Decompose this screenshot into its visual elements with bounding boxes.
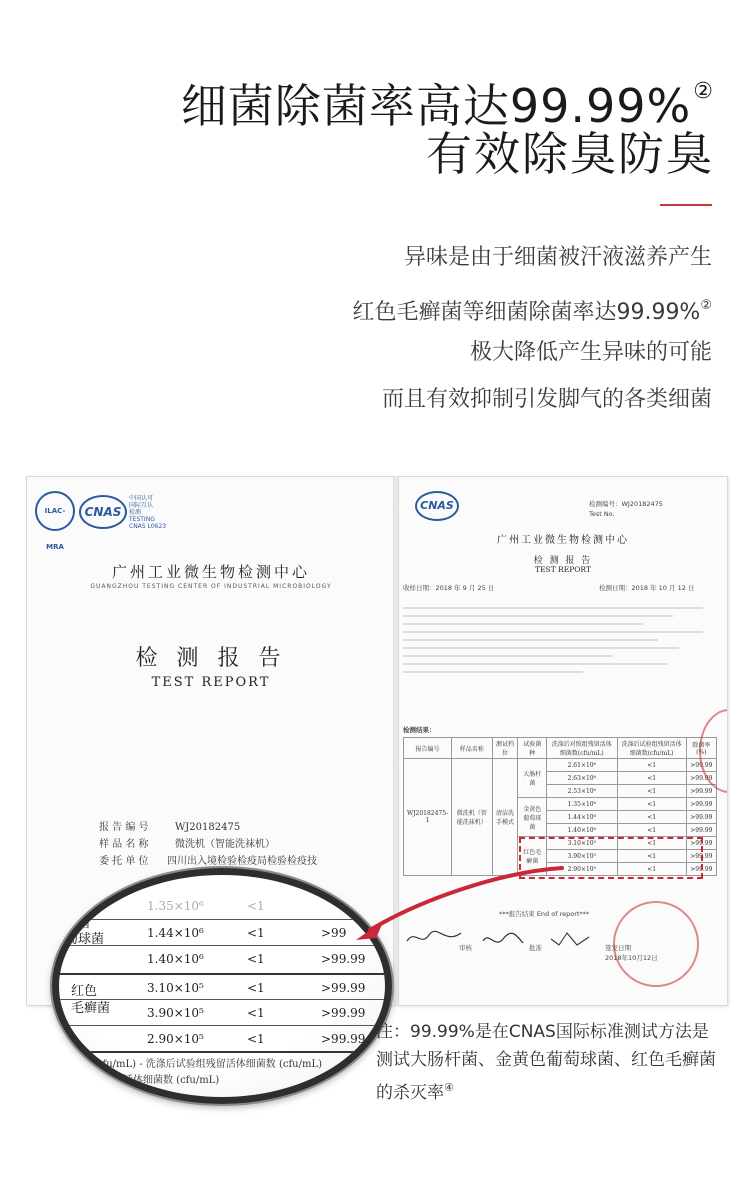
lab-name-cn: 广州工业微生物检测中心 [497, 535, 629, 546]
report-title-en: TEST REPORT [151, 675, 271, 690]
body-copy-line-4: 而且有效抑制引发脚气的各类细菌 [381, 387, 712, 412]
table-cell: 1.35×10⁶ [547, 798, 617, 811]
headline-line-2: 有效除臭防臭 [426, 127, 714, 181]
column-header: 洗涤后试验组残留活体细菌数(cfu/mL) [617, 738, 686, 759]
magnified-rule [59, 1051, 385, 1053]
report-title-en: TEST REPORT [535, 565, 591, 574]
footnote-text: 注：99.99%是在CNAS国际标准测试方法是测试大肠杆菌、金黄色葡萄球菌、红色毛癣菌的杀灭率④ [376, 1022, 716, 1103]
ilac-logo: ILAC-MRA [35, 491, 75, 531]
table-cell: <1 [617, 785, 686, 798]
table-header-row [404, 738, 717, 759]
table-cell: >99.99 [686, 772, 716, 785]
column-header: 样品名称 [452, 738, 493, 759]
magnified-organism-label: 菌 [77, 916, 91, 931]
magnified-footer: (cfu/mL) - 洗涤后试验组残留活体细菌数 (cfu/mL) [93, 1059, 322, 1070]
sign-date: 2018年10月12日 [605, 954, 658, 962]
report-field: 报 告 编 号 WJ20182475 [99, 822, 241, 833]
accent-divider [660, 204, 712, 206]
table-cell: >99.99 [686, 863, 716, 876]
report-field-list [99, 819, 317, 870]
table-cell: 2.61×10⁶ [547, 759, 617, 772]
column-header: 试验菌种 [518, 738, 547, 759]
magnified-organism-label: 萄球菌 [65, 932, 105, 947]
headline-line-1: 细菌除菌率高达99.99%② [180, 79, 714, 133]
table-cell: 1.40×10⁶ [547, 824, 617, 837]
table-cell: <1 [617, 850, 686, 863]
report-field: 委 托 单 位 四川出入境检验检疫局检验检疫技 [99, 856, 317, 867]
report-title-cn: 检 测 报 告 [533, 556, 593, 566]
footnote-marker: ④ [444, 1081, 454, 1094]
column-header: 报告编号 [404, 738, 452, 759]
table-cell: WJ20182475-1 [404, 759, 452, 876]
end-of-report: ***报告结束 End of report*** [499, 910, 590, 918]
magnified-footer: 残留活体细菌数 (cfu/mL) [103, 1075, 220, 1086]
accreditation-mark: 中国认可 国际互认 检测 TESTING CNAS L0623 [129, 495, 167, 530]
table-cell: <1 [617, 811, 686, 824]
signature-label: 签发日期 [605, 944, 631, 952]
table-cell: 2.90×10⁵ [547, 863, 617, 876]
lab-name-cn: 广州工业微生物检测中心 [111, 563, 310, 581]
table-cell: >99.99 [686, 811, 716, 824]
body-copy-line-3: 极大降低产生异味的可能 [469, 340, 712, 365]
magnified-row: 1.35×10⁶ <1 [147, 899, 265, 913]
table-cell: >99.99 [686, 798, 716, 811]
table-cell: 微洗机（智能洗袜机） [452, 759, 493, 876]
results-heading: 检测结果： [403, 726, 436, 734]
lab-name-en: GUANGZHOU TESTING CENTER OF INDUSTRIAL MICROBIOLOGY [90, 583, 332, 590]
table-cell: 红色毛癣菌 [518, 837, 547, 876]
table-cell: <1 [617, 863, 686, 876]
cnas-logo: CNAS [415, 491, 459, 521]
report-title-cn: 检 测 报 告 [135, 646, 287, 671]
pointer-arrow [340, 860, 570, 950]
table-cell: >99.99 [686, 785, 716, 798]
method-text [403, 601, 703, 679]
received-date: 收样日期：2018 年 9 月 25 日 [403, 584, 495, 592]
magnified-organism-label: 红色 毛癣菌 [71, 984, 111, 1016]
table-cell: 3.10×10⁵ [547, 837, 617, 850]
table-cell: 1.44×10⁶ [547, 811, 617, 824]
table-cell: <1 [617, 824, 686, 837]
table-cell: >99.99 [686, 824, 716, 837]
footnote-marker: ② [693, 79, 714, 104]
magnified-row: 3.90×10⁵ <1 >99.99 [59, 999, 385, 1026]
magnified-row: 1.40×10⁶ <1 >99.99 [59, 945, 385, 972]
signature-label: 批准 [529, 944, 542, 952]
official-seal [613, 901, 699, 987]
analysis-date: 检测日期：2018 年 10 月 12 日 [599, 584, 695, 592]
test-number-en: Test No. [589, 510, 615, 518]
table-cell: 金黄色葡萄球菌 [518, 798, 547, 837]
column-header: 洗涤后对照组残留活体细菌数(cfu/mL) [547, 738, 617, 759]
table-cell: <1 [617, 798, 686, 811]
column-header: 测试档位 [492, 738, 518, 759]
table-cell: 大肠杆菌 [518, 759, 547, 798]
body-copy-line-1: 异味是由于细菌被汗液滋养产生 [403, 245, 712, 270]
table-cell: <1 [617, 759, 686, 772]
table-cell: >99.99 [686, 759, 716, 772]
signature-label: 审核 [459, 944, 472, 952]
footnote-marker: ② [700, 298, 712, 313]
table-cell: 2.53×10⁶ [547, 785, 617, 798]
magnified-row: 1.44×10⁶ <1 >99 [59, 919, 385, 946]
table-cell: >99.99 [686, 850, 716, 863]
table-cell: 2.63×10⁶ [547, 772, 617, 785]
table-cell: 3.90×10⁵ [547, 850, 617, 863]
table-cell: >99.99 [686, 837, 716, 850]
table-row [404, 759, 717, 772]
report-field: 样 品 名 称 微洗机（智能洗袜机） [99, 839, 275, 850]
test-number: 检测编号：WJ20182475 [589, 500, 663, 508]
table-cell: 清洁洗手模式 [492, 759, 518, 876]
cnas-logo: CNAS [79, 495, 127, 529]
magnified-row: 3.10×10⁵ <1 >99.99 [59, 973, 385, 1001]
column-header: 除菌率(%) [686, 738, 716, 759]
magnified-row: 2.90×10⁵ <1 >99.99 [59, 1025, 385, 1052]
body-copy-line-2: 红色毛癣菌等细菌除菌率达99.99%② [352, 298, 712, 325]
table-cell: <1 [617, 772, 686, 785]
table-cell: <1 [617, 837, 686, 850]
